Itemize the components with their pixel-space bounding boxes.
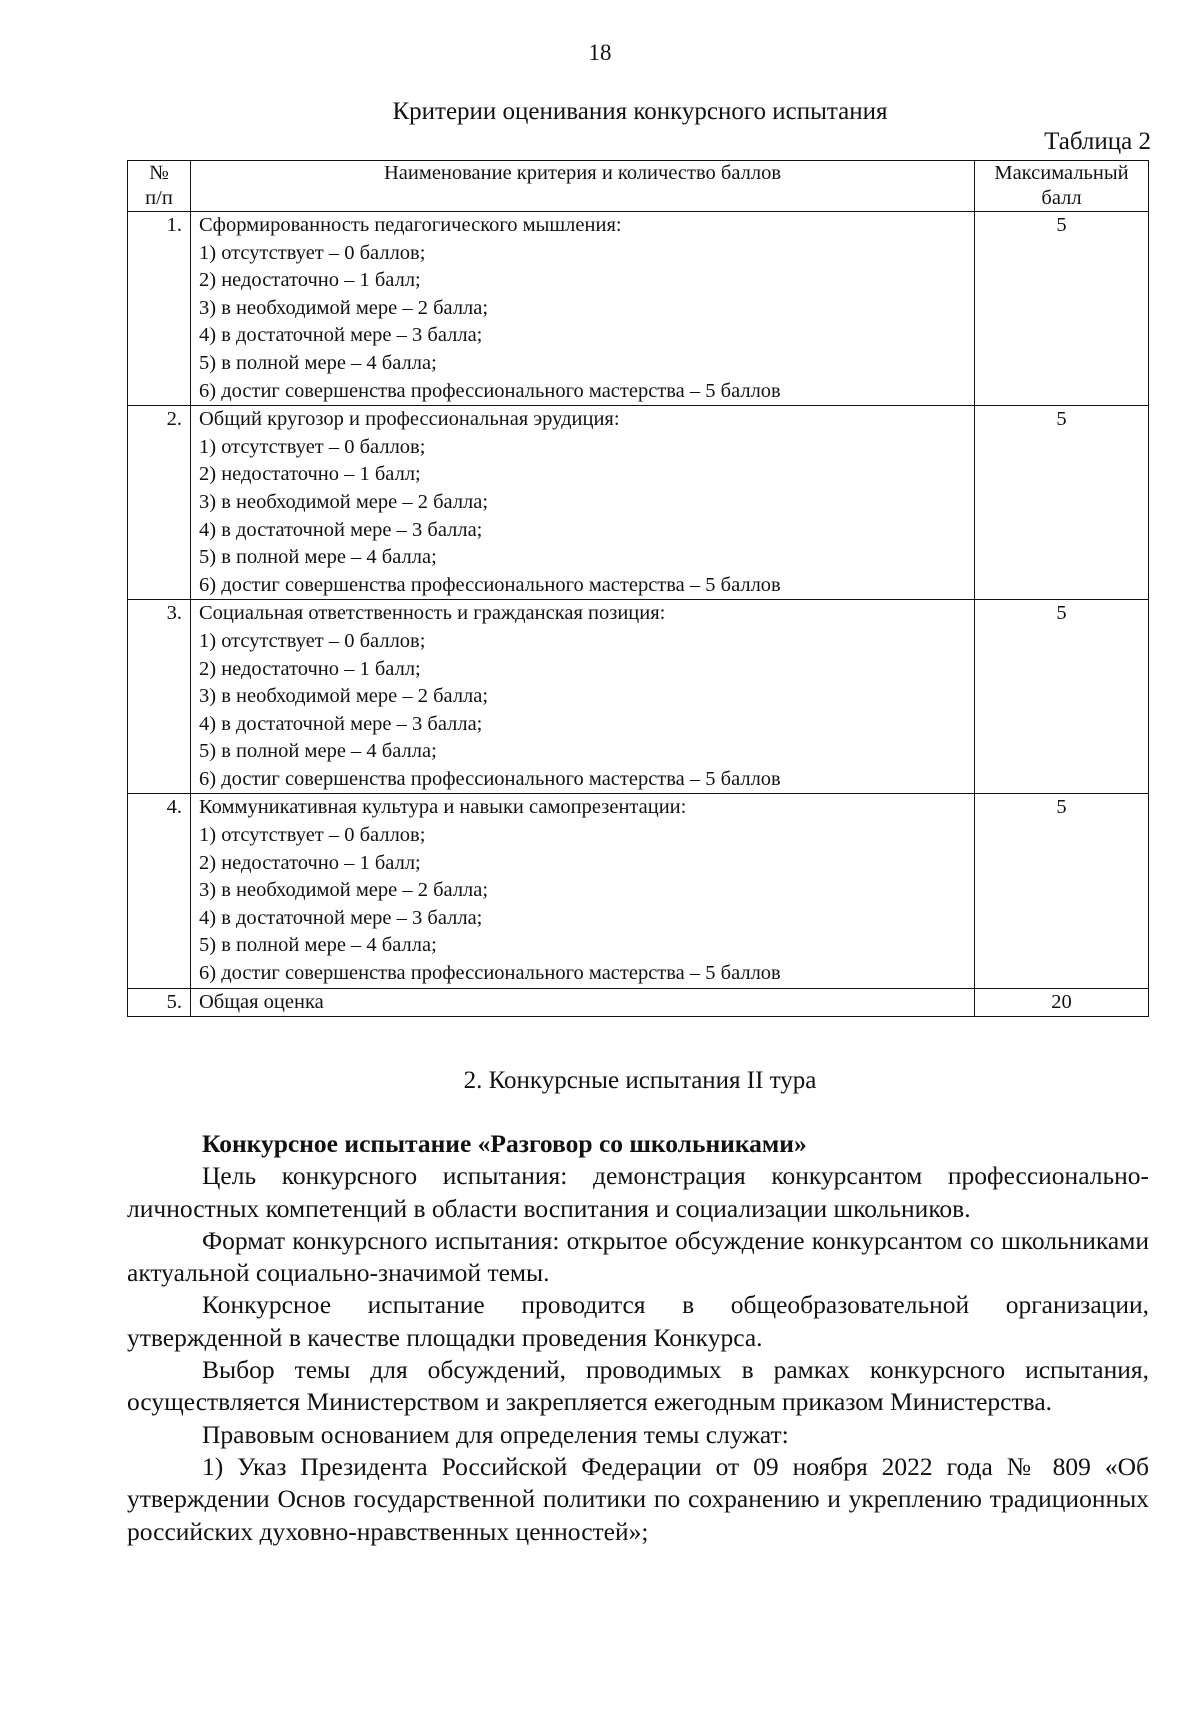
page-number: 18 xyxy=(588,40,612,65)
header-criterion-name: Наименование критерия и количество баллов xyxy=(191,161,975,212)
max-score: 5 xyxy=(975,406,1149,600)
paragraph-legal-basis: Правовым основанием для определения темы служат: xyxy=(202,1419,789,1449)
criterion-level-item: 2) недостаточно – 1 балл; xyxy=(199,269,421,292)
criterion-level-item: 6) достиг совершенства профессионального мастерства – 5 баллов xyxy=(199,767,781,790)
criterion-title: Социальная ответственность и гражданская позиция: xyxy=(199,602,666,625)
criterion-level-item: 5) в полной мере – 4 балла; xyxy=(199,934,437,957)
criterion-level-item: 1) отсутствует – 0 баллов; xyxy=(199,629,426,652)
criterion-cell xyxy=(191,988,975,1017)
table-row xyxy=(128,406,1149,600)
paragraph-venue: Конкурсное испытание проводится в общеобразовательной организации, утвержденной в качестве площадки проведения Конкурса. xyxy=(127,1290,1149,1352)
criterion-level-item: 5) в полной мере – 4 балла; xyxy=(199,740,437,763)
header-max-line2: балл xyxy=(1041,187,1082,209)
criterion-level-item: 6) достиг совершенства профессионального мастерства – 5 баллов xyxy=(199,573,781,596)
criterion-level-item: 6) достиг совершенства профессионального мастерства – 5 баллов xyxy=(199,962,781,985)
criterion-cell xyxy=(191,212,975,406)
paragraph-topic-choice: Выбор темы для обсуждений, проводимых в рамках конкурсного испытания, осуществляется Министерством и закрепляется ежегодным приказом Министерства. xyxy=(127,1355,1149,1417)
paragraph-decree: 1) Указ Президента Российской Федерации от 09 ноября 2022 года № 809 «Об утверждении Основ государственной политики по сохранению и укреплению традиционных российских духовно-нравственных ценностей»; xyxy=(127,1451,1149,1546)
section-heading: 2. Конкурсные испытания II тура xyxy=(463,1067,817,1094)
criterion-level-item: 4) в достаточной мере – 3 балла; xyxy=(199,906,483,929)
criteria-table-body xyxy=(128,212,1149,1017)
body-text xyxy=(127,1128,1149,1548)
criterion-level-item: 6) достиг совершенства профессионального мастерства – 5 баллов xyxy=(199,379,781,402)
header-number xyxy=(128,161,191,212)
criterion-level-item: 3) в необходимой мере – 2 балла; xyxy=(199,490,489,513)
row-number: 1. xyxy=(128,212,191,406)
criterion-level-item: 2) недостаточно – 1 балл; xyxy=(199,463,421,486)
criterion-level-item: 3) в необходимой мере – 2 балла; xyxy=(199,685,489,708)
criteria-table xyxy=(127,160,1149,1017)
criterion-level-item: 5) в полной мере – 4 балла; xyxy=(199,546,437,569)
table-label: Таблица 2 xyxy=(1044,128,1151,155)
criterion-cell xyxy=(191,406,975,600)
criterion-level-item: 2) недостаточно – 1 балл; xyxy=(199,657,421,680)
header-number-line2: п/п xyxy=(145,187,173,209)
table-row xyxy=(128,600,1149,794)
criterion-title: Сформированность педагогического мышления: xyxy=(199,214,622,236)
criterion-title: Коммуникативная культура и навыки самопрезентации: xyxy=(199,796,687,819)
criterion-level-item: 4) в достаточной мере – 3 балла; xyxy=(199,518,483,541)
row-number: 2. xyxy=(128,406,191,600)
max-score: 5 xyxy=(975,212,1149,406)
criterion-cell xyxy=(191,794,975,988)
criterion-level-item: 3) в необходимой мере – 2 балла; xyxy=(199,296,489,319)
criterion-level-item: 3) в необходимой мере – 2 балла; xyxy=(199,879,489,902)
criterion-level-item: 2) недостаточно – 1 балл; xyxy=(199,851,421,874)
header-max-line1: Максимальный xyxy=(994,162,1129,184)
criterion-level-item: 1) отсутствует – 0 баллов; xyxy=(199,824,426,847)
criterion-level-item: 4) в достаточной мере – 3 балла; xyxy=(199,324,483,347)
row-number: 5. xyxy=(128,988,191,1017)
criterion-level-item: 5) в полной мере – 4 балла; xyxy=(199,351,437,374)
paragraph-format: Формат конкурсного испытания: открытое обсуждение конкурсантом со школьниками актуальной социально-значимой темы. xyxy=(127,1225,1149,1288)
table-header-row xyxy=(128,161,1149,212)
paragraph-goal: Цель конкурсного испытания: демонстрация конкурсантом профессионально-личностных компетенций в области воспитания и социализации школьников. xyxy=(127,1161,1149,1223)
table-row xyxy=(128,212,1149,406)
header-max-score xyxy=(975,161,1149,212)
max-score: 5 xyxy=(975,794,1149,988)
header-number-line1: № xyxy=(149,162,169,184)
subheading: Конкурсное испытание «Разговор со школьниками» xyxy=(202,1129,807,1158)
row-number: 4. xyxy=(128,794,191,988)
criterion-level-item: 1) отсутствует – 0 баллов; xyxy=(199,435,426,458)
table-title: Критерии оценивания конкурсного испытания xyxy=(392,98,888,125)
criterion-title: Общий кругозор и профессиональная эрудиция: xyxy=(199,408,620,431)
criterion-level-item: 1) отсутствует – 0 баллов; xyxy=(199,241,426,264)
table-row xyxy=(128,794,1149,988)
criterion-title: Общая оценка xyxy=(199,990,324,1013)
max-score: 20 xyxy=(975,988,1149,1017)
max-score: 5 xyxy=(975,600,1149,794)
criterion-cell xyxy=(191,600,975,794)
criterion-level-item: 4) в достаточной мере – 3 балла; xyxy=(199,712,483,735)
row-number: 3. xyxy=(128,600,191,794)
table-row xyxy=(128,988,1149,1017)
